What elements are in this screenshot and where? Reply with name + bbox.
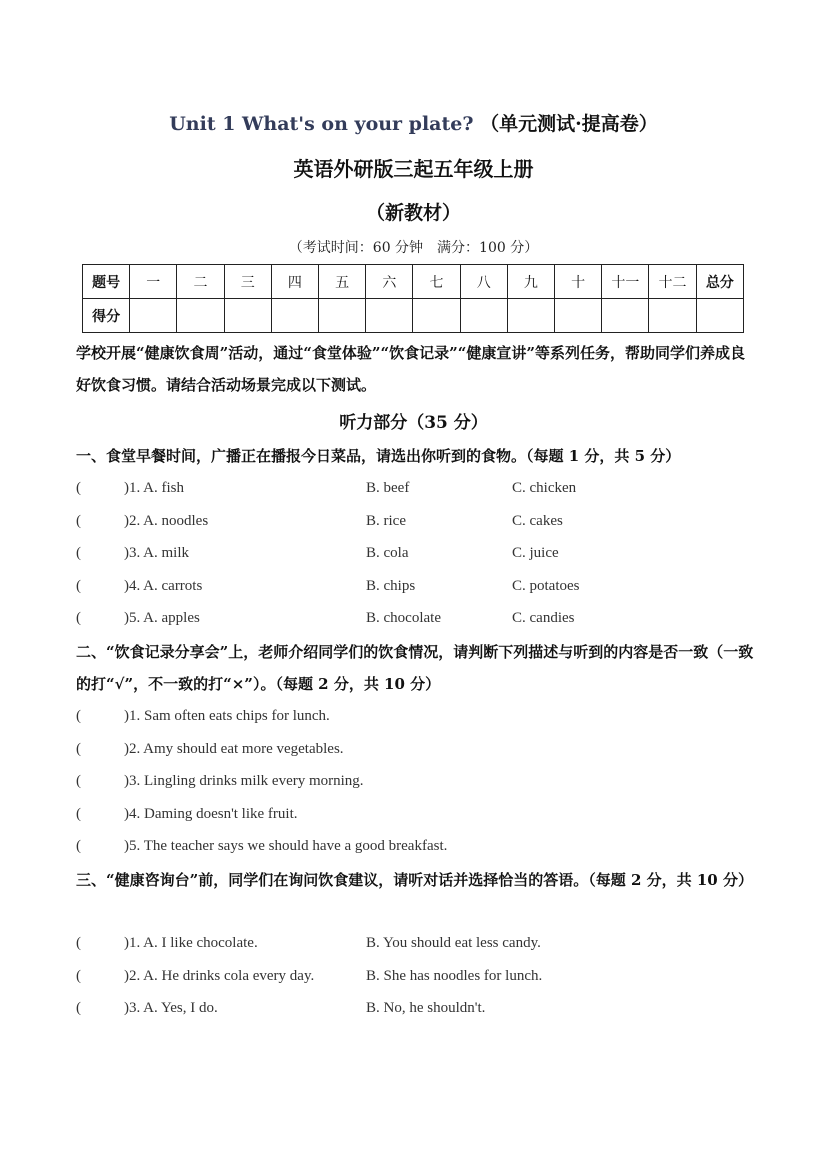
answer-paren[interactable]: (	[76, 838, 81, 854]
statement-text: )4. Daming doesn't like fruit.	[124, 806, 298, 822]
score-header-cell: 四	[271, 265, 318, 299]
option-a: )1. A. I like chocolate.	[124, 935, 258, 951]
option-b: B. You should eat less candy.	[366, 935, 541, 951]
option-c: C. potatoes	[512, 578, 580, 594]
score-header-cell: 六	[366, 265, 413, 299]
answer-paren[interactable]: (	[76, 806, 81, 822]
score-header-cell: 一	[130, 265, 177, 299]
option-c: C. cakes	[512, 513, 563, 529]
score-cell[interactable]	[602, 299, 649, 333]
option-a: )2. A. noodles	[124, 513, 209, 529]
title-english: Unit 1 What's on your plate?	[169, 113, 474, 135]
score-header-cell: 九	[507, 265, 554, 299]
exam-title	[0, 109, 827, 136]
option-c: C. juice	[512, 545, 559, 561]
score-cell[interactable]	[555, 299, 602, 333]
listening-heading: 听力部分（35 分）	[339, 413, 488, 433]
exam-subtitle: 英语外研版三起五年级上册	[293, 157, 534, 181]
intro-paragraph: 学校开展“健康饮食周”活动，通过“食堂体验”“饮食记录”“健康宣讲”等系列任务，帮助同学们养成良好饮食习惯。请结合活动场景完成以下测试。	[76, 344, 746, 394]
part1-title: 一、食堂早餐时间，广播正在播报今日菜品，请选出你听到的食物。（每题 1 分，共 5 分）	[76, 447, 681, 465]
exam-info: （考试时间：60 分钟 满分：100 分）	[288, 240, 539, 256]
answer-paren[interactable]: (	[76, 708, 81, 724]
score-cell[interactable]	[366, 299, 413, 333]
score-header-cell: 十二	[649, 265, 696, 299]
answer-paren[interactable]: (	[76, 741, 81, 757]
score-cell[interactable]	[413, 299, 460, 333]
part2-title: 二、“饮食记录分享会”上，老师介绍同学们的饮食情况，请判断下列描述与听到的内容是否一致（一致的打“√”，不一致的打“×”）。（每题 2 分，共 10 分）	[76, 643, 754, 693]
option-b: B. She has noodles for lunch.	[366, 968, 543, 984]
score-cell[interactable]	[460, 299, 507, 333]
option-c: C. candies	[512, 610, 575, 626]
option-b: B. No, he shouldn't.	[366, 1000, 486, 1016]
score-header-cell: 二	[177, 265, 224, 299]
option-a: )3. A. milk	[124, 545, 190, 561]
option-a: )1. A. fish	[124, 480, 184, 496]
statement-text: )5. The teacher says we should have a good breakfast.	[124, 838, 448, 854]
option-b: B. beef	[366, 480, 410, 496]
score-header-cell: 七	[413, 265, 460, 299]
option-c: C. chicken	[512, 480, 577, 496]
score-cell[interactable]	[696, 299, 743, 333]
score-table	[82, 264, 744, 333]
answer-paren[interactable]: (	[76, 480, 81, 496]
score-header-cell: 总分	[696, 265, 743, 299]
score-cell[interactable]	[177, 299, 224, 333]
answer-paren[interactable]: (	[76, 1000, 81, 1016]
score-header-cell: 三	[224, 265, 271, 299]
score-row-label: 得分	[83, 299, 130, 333]
answer-paren[interactable]: (	[76, 773, 81, 789]
score-header-cell: 八	[460, 265, 507, 299]
answer-paren[interactable]: (	[76, 513, 81, 529]
answer-paren[interactable]: (	[76, 610, 81, 626]
score-cell[interactable]	[319, 299, 366, 333]
option-a: )5. A. apples	[124, 610, 200, 626]
answer-paren[interactable]: (	[76, 968, 81, 984]
score-table-score-row	[83, 299, 744, 333]
answer-paren[interactable]: (	[76, 545, 81, 561]
score-cell[interactable]	[271, 299, 318, 333]
edition-label: （新教材）	[365, 202, 461, 224]
title-chinese: （单元测试·提高卷）	[480, 113, 658, 135]
score-cell[interactable]	[130, 299, 177, 333]
option-b: B. cola	[366, 545, 409, 561]
score-cell[interactable]	[507, 299, 554, 333]
option-b: B. chocolate	[366, 610, 441, 626]
score-table-header-row	[83, 265, 744, 299]
statement-text: )1. Sam often eats chips for lunch.	[124, 708, 330, 724]
statement-text: )2. Amy should eat more vegetables.	[124, 741, 344, 757]
option-b: B. rice	[366, 513, 406, 529]
option-a: )3. A. Yes, I do.	[124, 1000, 218, 1016]
option-a: )2. A. He drinks cola every day.	[124, 968, 315, 984]
part3-title: 三、“健康咨询台”前，同学们在询问饮食建议，请听对话并选择恰当的答语。（每题 2 分，共 10 分）	[76, 871, 753, 889]
answer-paren[interactable]: (	[76, 578, 81, 594]
score-cell[interactable]	[224, 299, 271, 333]
score-header-cell: 题号	[83, 265, 130, 299]
statement-text: )3. Lingling drinks milk every morning.	[124, 773, 364, 789]
option-b: B. chips	[366, 578, 416, 594]
option-a: )4. A. carrots	[124, 578, 203, 594]
score-header-cell: 五	[319, 265, 366, 299]
score-cell[interactable]	[649, 299, 696, 333]
answer-paren[interactable]: (	[76, 935, 81, 951]
score-header-cell: 十一	[602, 265, 649, 299]
score-header-cell: 十	[555, 265, 602, 299]
